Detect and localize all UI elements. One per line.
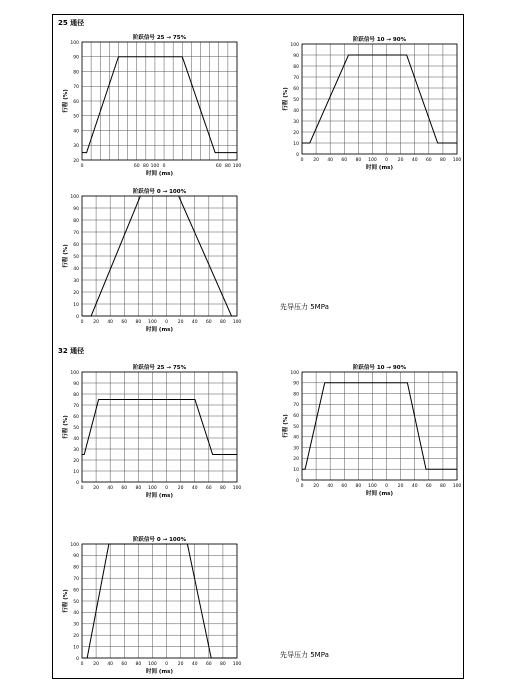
x-tick-label: 100 [232,486,242,491]
x-tick-label: 40 [191,320,198,325]
x-tick-label: 0 [80,320,84,325]
x-tick-label: 100 [368,158,377,163]
y-tick-label: 90 [73,554,79,560]
y-axis-label: 行程 (%) [63,89,69,113]
y-tick-label: 40 [293,435,299,441]
x-tick-label: 40 [411,484,418,489]
x-tick-label: 100 [452,484,462,489]
x-tick-label: 20 [313,484,319,489]
x-tick-label: 40 [191,486,198,491]
x-tick-label: 0 [80,662,84,667]
x-tick-label: 80 [220,662,226,667]
y-tick-label: 70 [293,403,299,409]
x-tick-label: 0 [80,486,84,491]
y-tick-label: 0 [76,480,79,486]
x-axis-label: 时间 (ms) [366,165,393,171]
x-tick-label: 80 [220,486,226,491]
y-tick-label: 40 [293,108,299,114]
x-axis-label: 时间 (ms) [146,669,173,675]
y-tick-label: 50 [73,114,79,120]
y-tick-label: 50 [73,425,79,431]
x-tick-label: 80 [135,486,142,491]
y-tick-label: 50 [73,599,79,605]
chart-25-step-25-75 [60,30,249,182]
y-tick-label: 20 [73,158,79,164]
y-tick-label: 70 [73,85,79,91]
y-tick-label: 20 [293,457,299,463]
chart-32-step-25-75 [60,360,249,504]
x-axis-label: 时间 (ms) [366,491,393,497]
x-tick-label: 80 [440,484,446,489]
x-tick-label: 0 [385,158,388,163]
x-tick-label: 100 [148,486,157,491]
chart-25-step-10-90 [280,38,469,176]
y-tick-label: 100 [70,194,79,200]
x-tick-label: 20 [397,158,404,163]
x-tick-label: 80 [135,662,142,667]
x-tick-label: 60 [425,158,432,163]
x-tick-label: 60 [341,484,348,489]
x-tick-label: 40 [411,158,418,163]
y-tick-label: 90 [73,381,79,387]
y-tick-label: 60 [293,86,299,92]
y-tick-label: 40 [73,129,79,135]
section-title-32: 32 通径 [58,347,85,355]
chart-title: 阶跃信号 10 → 90% [352,365,407,371]
x-tick-label: 0 [300,158,304,163]
x-tick-label: 0 [300,484,304,489]
x-tick-label: 0 [80,164,84,169]
y-tick-label: 20 [73,290,79,296]
chart-25-step-0-100 [60,184,249,338]
x-tick-label: 60 [341,158,348,163]
y-tick-label: 10 [73,645,79,651]
x-tick-label: 100 [232,662,242,667]
y-axis-label: 行程 (%) [283,87,289,111]
y-tick-label: 60 [73,588,79,594]
y-tick-label: 80 [73,565,79,571]
y-tick-label: 20 [73,458,79,464]
y-tick-label: 70 [73,403,79,409]
x-tick-label: 60 [425,484,432,489]
x-tick-label: 0 [162,164,166,169]
x-axis-label: 时间 (ms) [146,171,173,177]
x-tick-label: 20 [93,662,99,667]
chart-title: 阶跃信号 25 → 75% [132,365,187,371]
y-tick-label: 10 [293,468,299,473]
y-tick-label: 60 [293,414,299,419]
x-tick-label: 40 [107,320,114,325]
y-tick-label: 30 [73,447,79,453]
y-tick-label: 0 [76,656,79,662]
y-tick-label: 40 [73,266,79,272]
y-axis-label: 行程 (%) [283,414,289,438]
y-tick-label: 50 [73,254,79,260]
x-tick-label: 0 [165,320,168,325]
y-tick-label: 50 [293,424,299,430]
x-tick-label: 80 [142,164,149,169]
y-tick-label: 100 [290,370,299,376]
x-tick-label: 100 [148,662,157,667]
x-tick-label: 100 [368,484,377,489]
y-tick-label: 20 [293,130,299,136]
x-tick-label: 60 [205,486,212,491]
y-tick-label: 40 [73,611,79,617]
x-tick-label: 80 [355,158,362,163]
x-tick-label: 60 [121,662,128,667]
chart-title: 阶跃信号 10 → 90% [352,37,407,43]
y-tick-label: 30 [73,278,79,284]
x-tick-label: 60 [121,320,128,325]
y-tick-label: 0 [296,152,299,158]
x-tick-label: 20 [177,662,184,667]
x-tick-label: 60 [205,662,212,667]
y-tick-label: 80 [73,392,79,398]
y-tick-label: 100 [70,370,79,376]
y-tick-label: 90 [73,55,79,61]
x-tick-label: 80 [355,484,362,489]
y-tick-label: 0 [296,478,299,484]
y-tick-label: 10 [73,302,79,308]
y-tick-label: 90 [293,53,299,59]
y-tick-label: 100 [70,40,79,46]
x-tick-label: 100 [148,320,157,325]
chart-title: 阶跃信号 25 → 75% [132,35,187,41]
y-axis-label: 行程 (%) [63,415,69,439]
x-tick-label: 40 [327,158,334,163]
x-tick-label: 80 [135,320,142,325]
x-axis-label: 时间 (ms) [146,493,173,499]
x-tick-label: 0 [385,484,388,489]
x-tick-label: 20 [93,486,99,491]
y-tick-label: 40 [73,436,79,442]
y-tick-label: 100 [70,542,79,548]
y-tick-label: 20 [73,634,79,639]
y-tick-label: 90 [293,381,299,387]
y-tick-label: 10 [73,469,79,475]
section-title-25: 25 通径 [58,19,85,27]
y-tick-label: 30 [293,446,299,452]
x-tick-label: 40 [327,484,334,489]
y-tick-label: 0 [76,314,79,320]
x-tick-label: 40 [191,662,198,667]
x-tick-label: 20 [93,320,99,325]
y-tick-label: 90 [73,206,79,212]
pilot-pressure-note-32: 先导压力 5MPa [280,651,329,659]
y-tick-label: 60 [73,414,79,420]
x-tick-label: 20 [177,320,184,325]
x-tick-label: 100 [452,158,462,163]
x-tick-label: 80 [220,320,226,325]
y-tick-label: 10 [293,141,299,147]
y-axis-label: 行程 (%) [63,244,69,268]
y-tick-label: 60 [73,99,79,105]
x-tick-label: 100 [232,164,242,169]
y-tick-label: 70 [73,577,79,582]
y-tick-label: 80 [73,70,79,76]
y-tick-label: 80 [293,64,299,70]
x-tick-label: 20 [313,158,319,163]
y-tick-label: 30 [73,144,79,150]
y-tick-label: 80 [73,218,79,224]
y-tick-label: 70 [73,230,79,236]
x-tick-label: 100 [150,164,160,169]
y-axis-label: 行程 (%) [63,589,69,613]
x-tick-label: 0 [165,662,168,667]
chart-32-step-10-90 [280,360,469,502]
y-tick-label: 100 [290,42,299,48]
y-tick-label: 30 [73,622,79,628]
x-tick-label: 40 [107,662,114,667]
y-tick-label: 70 [293,75,299,81]
y-tick-label: 30 [293,119,299,125]
x-tick-label: 20 [177,486,184,491]
x-tick-label: 100 [232,320,242,325]
x-tick-label: 80 [225,164,231,169]
x-tick-label: 80 [440,158,446,163]
x-tick-label: 20 [397,484,404,489]
y-tick-label: 80 [293,392,299,398]
x-tick-label: 60 [121,486,128,491]
chart-title: 阶跃信号 0 → 100% [132,537,187,543]
pilot-pressure-note-25: 先导压力 5MPa [280,303,329,311]
y-tick-label: 60 [73,242,79,248]
x-tick-label: 60 [133,164,140,169]
chart-32-step-0-100 [60,532,249,680]
x-tick-label: 60 [205,320,212,325]
series-line [82,57,237,153]
x-tick-label: 0 [165,486,168,491]
x-axis-label: 时间 (ms) [146,327,173,333]
x-tick-label: 60 [215,164,222,169]
x-tick-label: 40 [107,486,114,491]
chart-title: 阶跃信号 0 → 100% [132,189,187,195]
y-tick-label: 50 [293,97,299,103]
